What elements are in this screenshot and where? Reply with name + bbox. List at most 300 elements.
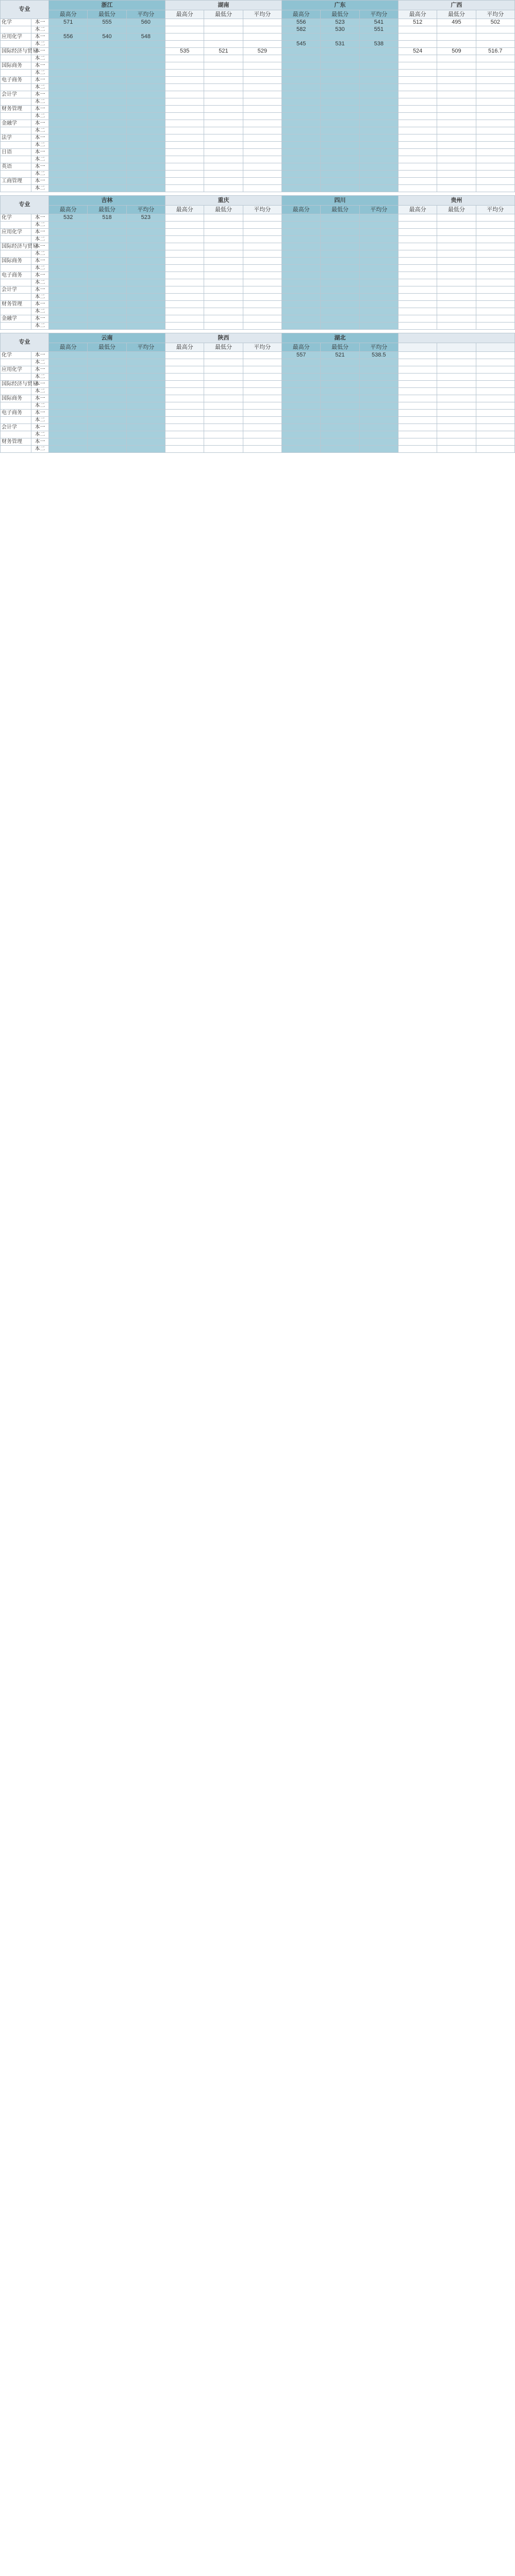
level-cell: 本一 (31, 120, 49, 127)
region-header (398, 333, 514, 343)
score-cell (243, 402, 281, 410)
score-cell (165, 258, 204, 265)
major-cell: 会计学 (1, 286, 31, 294)
level-cell: 本一 (31, 301, 49, 308)
score-cell (359, 381, 398, 388)
level-cell: 本二 (31, 402, 49, 410)
score-cell (321, 402, 359, 410)
score-cell (243, 70, 281, 77)
level-cell: 本二 (31, 323, 49, 330)
table-row (1, 374, 515, 381)
score-cell (398, 142, 437, 149)
score-cell: 532 (49, 214, 88, 222)
score-cell (398, 294, 437, 301)
level-cell: 本二 (31, 250, 49, 258)
score-cell (88, 258, 126, 265)
score-cell (88, 323, 126, 330)
table-row (1, 98, 515, 106)
score-cell (165, 156, 204, 163)
score-cell (476, 222, 514, 229)
score-cell (243, 163, 281, 171)
score-cell (88, 149, 126, 156)
score-cell (398, 272, 437, 279)
score-cell (49, 272, 88, 279)
score-cell (126, 388, 165, 395)
score-cell (321, 222, 359, 229)
table-row (1, 178, 515, 185)
score-cell (398, 374, 437, 381)
score-cell (359, 149, 398, 156)
level-cell: 本二 (31, 294, 49, 301)
score-cell (321, 359, 359, 366)
score-cell (398, 308, 437, 315)
table-row (1, 250, 515, 258)
score-cell (49, 424, 88, 431)
score-cell (204, 156, 243, 163)
score-cell (359, 286, 398, 294)
major-cell: 电子商务 (1, 77, 31, 84)
level-cell: 本二 (31, 70, 49, 77)
score-cell: 541 (359, 19, 398, 26)
score-cell (321, 243, 359, 250)
score-cell (321, 294, 359, 301)
score-cell (437, 156, 476, 163)
score-cell (437, 323, 476, 330)
score-cell (49, 438, 88, 446)
score-cell (437, 265, 476, 272)
score-cell (281, 388, 320, 395)
score-cell (204, 142, 243, 149)
score-cell (126, 163, 165, 171)
major-cell (1, 41, 31, 48)
score-cell (165, 55, 204, 62)
table-row (1, 286, 515, 294)
score-cell (88, 62, 126, 70)
score-cell (321, 178, 359, 185)
score-cell (49, 163, 88, 171)
score-cell (165, 77, 204, 84)
avg-score-header: 平均分 (359, 343, 398, 352)
table-row (1, 156, 515, 163)
score-cell (165, 388, 204, 395)
score-cell (243, 77, 281, 84)
level-cell: 本一 (31, 149, 49, 156)
score-cell (476, 243, 514, 250)
score-cell (204, 113, 243, 120)
score-cell (243, 106, 281, 113)
score-cell (126, 106, 165, 113)
table-row (1, 243, 515, 250)
score-cell (359, 120, 398, 127)
score-cell (165, 315, 204, 323)
score-cell (49, 113, 88, 120)
score-cell (49, 236, 88, 243)
level-cell: 本二 (31, 359, 49, 366)
score-cell (437, 395, 476, 402)
score-cell (437, 286, 476, 294)
score-cell (437, 185, 476, 192)
score-cell (49, 171, 88, 178)
score-cell (88, 417, 126, 424)
score-cell (243, 381, 281, 388)
level-cell: 本一 (31, 315, 49, 323)
score-cell (126, 359, 165, 366)
score-cell (437, 84, 476, 91)
score-cell (88, 178, 126, 185)
major-cell: 英语 (1, 163, 31, 171)
score-cell: 531 (321, 41, 359, 48)
level-cell: 本二 (31, 26, 49, 33)
score-cell: 555 (88, 19, 126, 26)
major-cell: 财务管理 (1, 106, 31, 113)
score-cell (437, 446, 476, 453)
score-cell (398, 70, 437, 77)
major-cell: 应用化学 (1, 229, 31, 236)
score-cell (49, 84, 88, 91)
score-cell (398, 265, 437, 272)
score-cell (165, 431, 204, 438)
region-header: 广东 (281, 1, 398, 10)
score-cell (437, 171, 476, 178)
score-cell (281, 55, 320, 62)
score-cell (204, 236, 243, 243)
score-cell (88, 243, 126, 250)
score-cell (88, 120, 126, 127)
score-cell (126, 395, 165, 402)
major-cell (1, 279, 31, 286)
max-score-header: 最高分 (49, 343, 88, 352)
level-cell: 本一 (31, 19, 49, 26)
table-row (1, 163, 515, 171)
score-cell (126, 294, 165, 301)
score-cell (165, 323, 204, 330)
score-cell (49, 402, 88, 410)
score-cell (437, 417, 476, 424)
table-row (1, 352, 515, 359)
score-cell (398, 424, 437, 431)
score-cell (88, 127, 126, 134)
score-cell (49, 134, 88, 142)
score-cell (437, 229, 476, 236)
score-cell: 538.5 (359, 352, 398, 359)
score-cell (243, 431, 281, 438)
score-cell (243, 214, 281, 222)
score-cell (126, 70, 165, 77)
avg-score-header: 平均分 (243, 10, 281, 19)
score-cell (359, 91, 398, 98)
score-cell (204, 171, 243, 178)
score-cell (359, 258, 398, 265)
table-row (1, 294, 515, 301)
score-cell (88, 26, 126, 33)
avg-score-header: 平均分 (359, 10, 398, 19)
score-cell: 529 (243, 48, 281, 55)
score-cell (49, 62, 88, 70)
score-cell (398, 286, 437, 294)
score-table-block (0, 195, 515, 330)
region-header: 重庆 (165, 196, 281, 206)
score-cell (49, 410, 88, 417)
score-cell (243, 84, 281, 91)
score-cell (165, 142, 204, 149)
score-cell (321, 258, 359, 265)
score-cell (359, 142, 398, 149)
score-cell (243, 315, 281, 323)
score-cell (243, 185, 281, 192)
score-cell (243, 272, 281, 279)
score-cell (204, 438, 243, 446)
score-cell (281, 185, 320, 192)
score-cell (281, 134, 320, 142)
score-cell (243, 113, 281, 120)
score-cell (88, 229, 126, 236)
region-header: 广西 (398, 1, 514, 10)
score-cell (359, 222, 398, 229)
score-cell (398, 77, 437, 84)
score-cell (243, 286, 281, 294)
level-cell: 本二 (31, 236, 49, 243)
score-cell (204, 243, 243, 250)
score-cell (204, 395, 243, 402)
score-cell (88, 374, 126, 381)
score-cell (437, 222, 476, 229)
min-score-header (437, 343, 476, 352)
major-cell: 会计学 (1, 424, 31, 431)
score-cell (165, 424, 204, 431)
score-cell (49, 70, 88, 77)
level-cell: 本二 (31, 55, 49, 62)
level-cell: 本二 (31, 98, 49, 106)
score-cell: 538 (359, 41, 398, 48)
level-cell: 本一 (31, 352, 49, 359)
level-cell: 本二 (31, 113, 49, 120)
score-cell (165, 250, 204, 258)
score-cell (243, 229, 281, 236)
score-cell (398, 352, 437, 359)
score-cell (165, 308, 204, 315)
score-cell (49, 366, 88, 374)
score-cell (49, 142, 88, 149)
score-cell (398, 98, 437, 106)
score-cell (204, 33, 243, 41)
table-row (1, 272, 515, 279)
score-cell (398, 359, 437, 366)
score-cell: 545 (281, 41, 320, 48)
score-cell (437, 236, 476, 243)
max-score-header: 最高分 (165, 10, 204, 19)
score-cell (165, 265, 204, 272)
table-row (1, 120, 515, 127)
score-cell (88, 171, 126, 178)
score-cell (165, 70, 204, 77)
score-cell (165, 84, 204, 91)
major-cell (1, 323, 31, 330)
score-cell (243, 388, 281, 395)
score-cell: 524 (398, 48, 437, 55)
score-cell (204, 323, 243, 330)
score-cell (88, 265, 126, 272)
score-cell (398, 438, 437, 446)
level-cell: 本二 (31, 185, 49, 192)
score-cell (437, 438, 476, 446)
score-cell (126, 84, 165, 91)
score-cell (398, 163, 437, 171)
table-row (1, 359, 515, 366)
score-cell (476, 395, 514, 402)
score-cell (437, 26, 476, 33)
major-cell: 应用化学 (1, 366, 31, 374)
min-score-header: 最低分 (437, 10, 476, 19)
score-cell (281, 127, 320, 134)
score-cell (398, 388, 437, 395)
score-cell (437, 62, 476, 70)
table-row (1, 134, 515, 142)
score-cell: 512 (398, 19, 437, 26)
score-cell (437, 374, 476, 381)
max-score-header: 最高分 (281, 10, 320, 19)
major-cell: 金融学 (1, 120, 31, 127)
score-cell (165, 352, 204, 359)
score-cell (437, 410, 476, 417)
table-row (1, 77, 515, 84)
level-cell: 本一 (31, 381, 49, 388)
region-header: 湖南 (165, 1, 281, 10)
major-header: 专业 (1, 333, 49, 352)
score-cell (476, 77, 514, 84)
score-cell (88, 381, 126, 388)
major-cell (1, 55, 31, 62)
min-score-header: 最低分 (321, 10, 359, 19)
table-row (1, 301, 515, 308)
min-score-header: 最低分 (204, 206, 243, 214)
score-cell (476, 62, 514, 70)
score-cell (204, 272, 243, 279)
table-row (1, 279, 515, 286)
score-cell (281, 272, 320, 279)
table-row (1, 402, 515, 410)
score-cell (359, 359, 398, 366)
score-cell (437, 33, 476, 41)
score-cell (281, 236, 320, 243)
level-cell: 本二 (31, 142, 49, 149)
avg-score-header (476, 343, 514, 352)
score-cell (281, 98, 320, 106)
score-cell (243, 359, 281, 366)
max-score-header: 最高分 (398, 10, 437, 19)
major-cell: 金融学 (1, 315, 31, 323)
score-cell (243, 438, 281, 446)
score-cell (476, 91, 514, 98)
score-cell (281, 395, 320, 402)
max-score-header: 最高分 (165, 206, 204, 214)
score-cell (88, 301, 126, 308)
score-cell (281, 156, 320, 163)
score-cell (281, 381, 320, 388)
score-cell (359, 388, 398, 395)
level-cell: 本一 (31, 258, 49, 265)
score-cell (243, 120, 281, 127)
table-row (1, 258, 515, 265)
score-cell (476, 279, 514, 286)
score-cell (281, 77, 320, 84)
table-row (1, 315, 515, 323)
score-cell (437, 142, 476, 149)
score-cell: 551 (359, 26, 398, 33)
level-cell: 本一 (31, 438, 49, 446)
score-cell (126, 77, 165, 84)
major-cell (1, 222, 31, 229)
table-row (1, 214, 515, 222)
score-cell (243, 19, 281, 26)
score-cell (165, 279, 204, 286)
score-cell (243, 91, 281, 98)
score-cell (126, 62, 165, 70)
score-cell (437, 279, 476, 286)
score-cell (243, 294, 281, 301)
major-cell (1, 26, 31, 33)
score-cell (204, 301, 243, 308)
score-cell (88, 236, 126, 243)
score-cell (476, 163, 514, 171)
score-cell (398, 185, 437, 192)
score-cell (359, 323, 398, 330)
score-cell (437, 149, 476, 156)
score-cell (243, 258, 281, 265)
score-cell (476, 265, 514, 272)
score-cell (204, 106, 243, 113)
score-cell (437, 120, 476, 127)
table-row (1, 446, 515, 453)
score-cell (126, 301, 165, 308)
score-cell (88, 272, 126, 279)
score-cell (476, 178, 514, 185)
score-cell (359, 424, 398, 431)
score-cell (49, 258, 88, 265)
score-cell (126, 48, 165, 55)
avg-score-header: 平均分 (243, 206, 281, 214)
score-cell (165, 402, 204, 410)
score-cell (359, 272, 398, 279)
region-header: 吉林 (49, 196, 165, 206)
score-cell (165, 41, 204, 48)
level-cell: 本二 (31, 127, 49, 134)
score-cell (165, 301, 204, 308)
score-cell (165, 286, 204, 294)
score-cell (476, 374, 514, 381)
level-cell: 本一 (31, 366, 49, 374)
table-row (1, 417, 515, 424)
score-cell (204, 26, 243, 33)
max-score-header: 最高分 (281, 343, 320, 352)
score-cell (359, 438, 398, 446)
score-cell (398, 120, 437, 127)
score-cell (321, 77, 359, 84)
level-cell: 本二 (31, 431, 49, 438)
table-row (1, 229, 515, 236)
score-cell (321, 185, 359, 192)
score-cell (437, 308, 476, 315)
score-cell (49, 26, 88, 33)
score-cell (359, 402, 398, 410)
score-cell (49, 250, 88, 258)
level-cell: 本一 (31, 410, 49, 417)
score-cell (398, 55, 437, 62)
score-cell (281, 410, 320, 417)
score-cell (476, 410, 514, 417)
score-cell (243, 243, 281, 250)
score-cell (398, 229, 437, 236)
score-cell (49, 120, 88, 127)
